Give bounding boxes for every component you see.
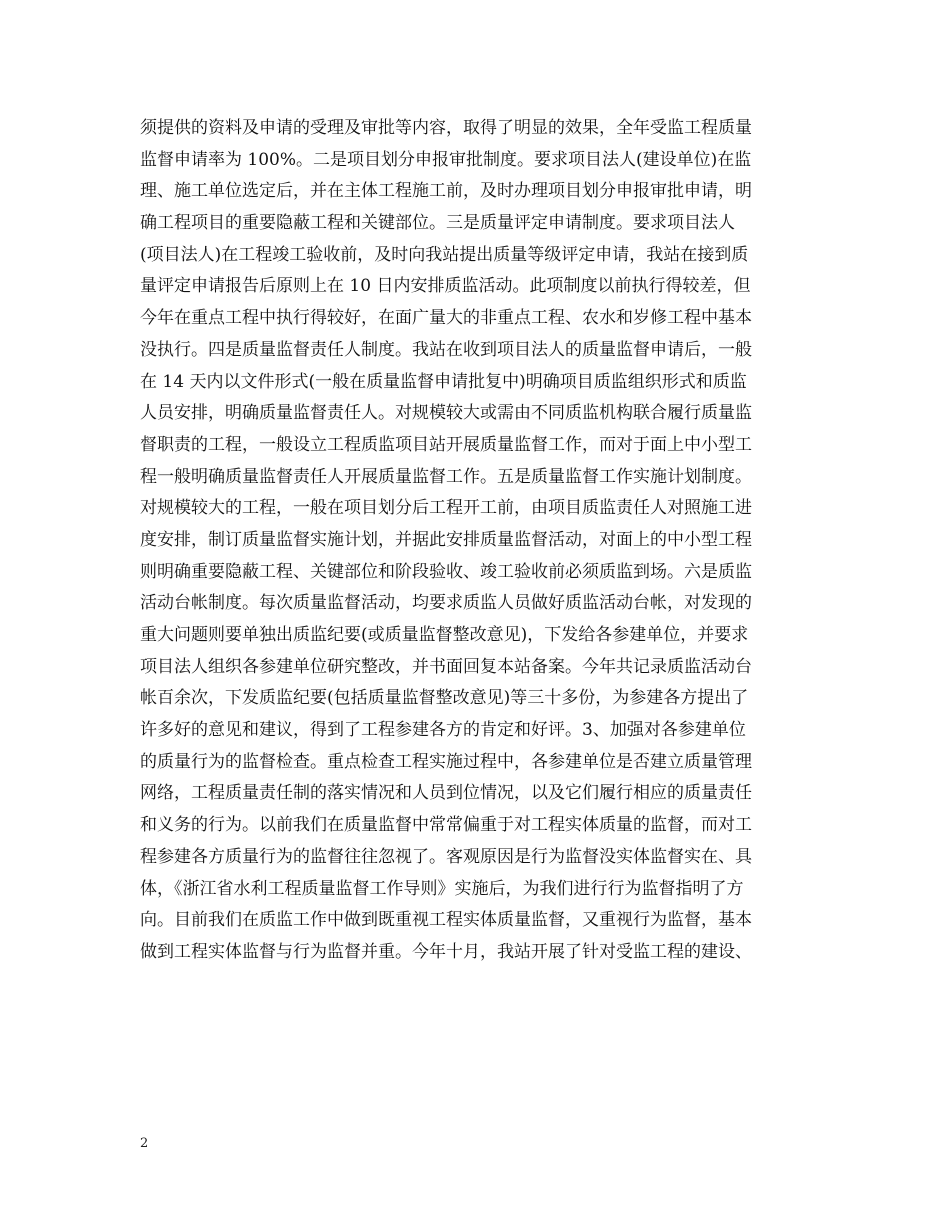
text-line: (项目法人)在工程竣工验收前，及时向我站提出质量等级评定申请，我站在接到质: [140, 244, 749, 265]
text-line: 在 14 天内以文件形式(一般在质量监督申请批复中)明确项目质监组织形式和质监: [140, 371, 747, 392]
text-line: 则明确重要隐蔽工程、关键部位和阶段验收、竣工验收前必须质监到场。六是质监: [140, 561, 752, 582]
text-line: 做到工程实体监督与行为监督并重。今年十月，我站开展了针对受监工程的建设、: [140, 941, 752, 962]
text-line: 程一般明确质量监督责任人开展质量监督工作。五是质量监督工作实施计划制度。: [140, 466, 752, 487]
text-line: 的质量行为的监督检查。重点检查工程实施过程中，各参建单位是否建立质量管理: [140, 751, 752, 772]
text-line: 监督申请率为 100%。二是项目划分申报审批制度。要求项目法人(建设单位)在监: [140, 149, 752, 170]
text-line: 理、施工单位选定后，并在主体工程施工前，及时办理项目划分申报审批申请，明: [140, 181, 752, 202]
text-line: 向。目前我们在质监工作中做到既重视工程实体质量监督，又重视行为监督，基本: [140, 910, 752, 931]
text-line: 确工程项目的重要隐蔽工程和关键部位。三是质量评定申请制度。要求项目法人: [140, 213, 735, 234]
text-line: 网络，工程质量责任制的落实情况和人员到位情况，以及它们履行相应的质量责任: [140, 783, 752, 804]
text-line: 活动台帐制度。每次质量监督活动，均要求质监人员做好质监活动台帐，对发现的: [140, 593, 752, 614]
text-line: 度安排，制订质量监督实施计划，并据此安排质量监督活动，对面上的中小型工程: [140, 529, 752, 550]
text-line: 没执行。四是质量监督责任人制度。我站在收到项目法人的质量监督申请后，一般: [140, 339, 752, 360]
page-number: 2: [140, 1136, 149, 1151]
text-line: 人员安排，明确质量监督责任人。对规模较大或需由不同质监机构联合履行质量监: [140, 403, 752, 424]
text-line: 和义务的行为。以前我们在质量监督中常常偏重于对工程实体质量的监督，而对工: [140, 815, 752, 836]
text-line: 项目法人组织各参建单位研究整改，并书面回复本站备案。今年共记录质监活动台: [140, 656, 752, 677]
text-line: 帐百余次，下发质监纪要(包括质量监督整改意见)等三十多份，为参建各方提出了: [140, 688, 749, 709]
text-line: 今年在重点工程中执行得较好，在面广量大的非重点工程、农水和岁修工程中基本: [140, 308, 752, 329]
text-line: 督职责的工程，一般设立工程质监项目站开展质量监督工作，而对于面上中小型工: [140, 434, 752, 455]
text-line: 重大问题则要单独出质监纪要(或质量监督整改意见)，下发给各参建单位，并要求: [140, 625, 749, 645]
text-line: 体，《浙江省水利工程质量监督工作导则》实施后，为我们进行行为监督指明了方: [140, 878, 744, 899]
body-text: [140, 113, 820, 969]
text-line: 许多好的意见和建议，得到了工程参建各方的肯定和好评。3、加强对各参建单位: [140, 720, 746, 741]
text-line: 程参建各方质量行为的监督往往忽视了。客观原因是行为监督没实体监督实在、具: [140, 846, 752, 867]
text-line: 对规模较大的工程，一般在项目划分后工程开工前，由项目质监责任人对照施工进: [140, 498, 752, 519]
text-line: 须提供的资料及申请的受理及审批等内容，取得了明显的效果，全年受监工程质量: [140, 118, 752, 138]
text-line: 量评定申请报告后原则上在 10 日内安排质监活动。此项制度以前执行得较差，但: [140, 276, 751, 297]
